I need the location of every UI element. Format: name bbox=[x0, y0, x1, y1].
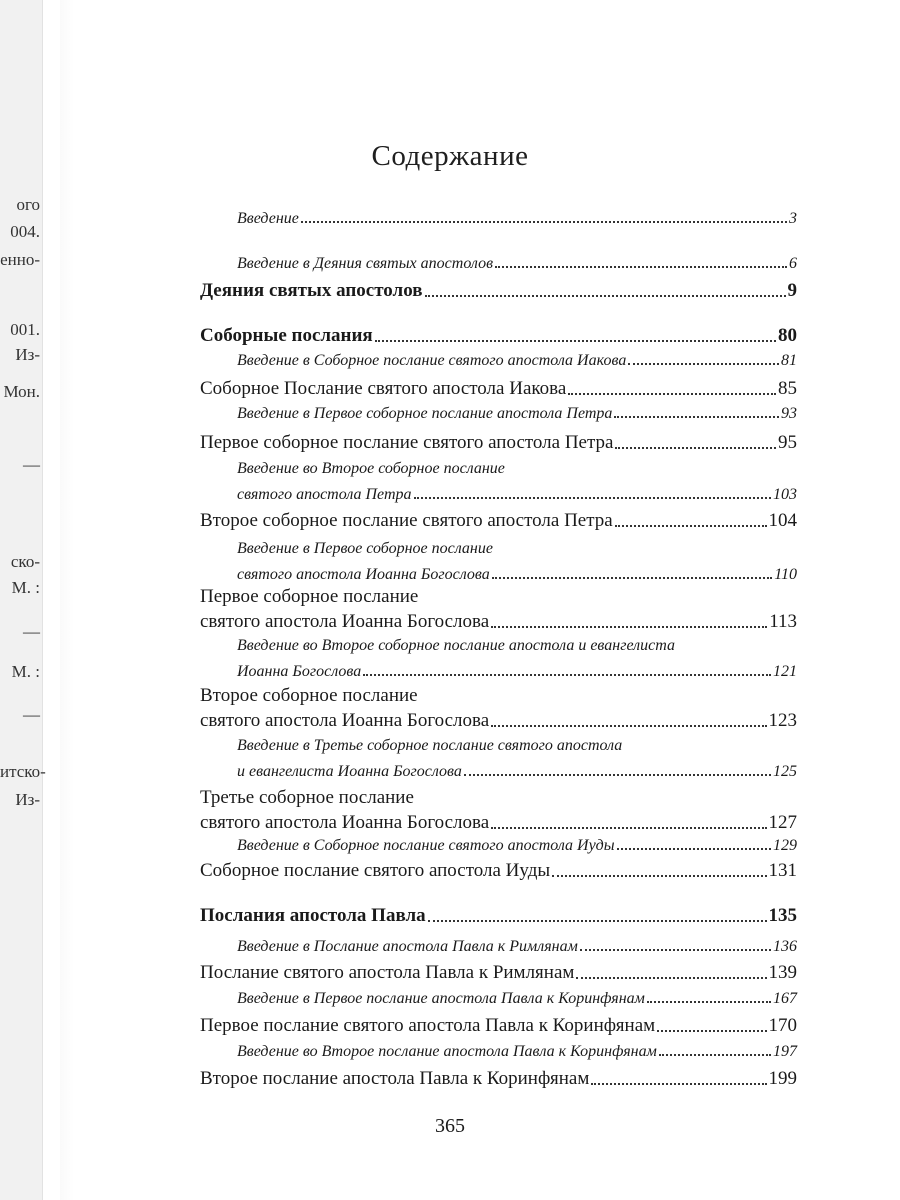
toc-entry-title: Введение в Первое послание апостола Павла к Коринфянам bbox=[237, 990, 645, 1007]
toc-page-number: 110 bbox=[774, 566, 797, 583]
facing-page-fragment: М. : bbox=[11, 662, 40, 681]
toc-page-number: 85 bbox=[778, 378, 797, 399]
toc-entry-title: Послание святого апостола Павла к Римлянам bbox=[200, 962, 575, 983]
dot-leader bbox=[425, 295, 786, 297]
facing-page-fragment: — bbox=[23, 705, 40, 724]
dot-leader bbox=[495, 266, 787, 268]
toc-entry-title: Введение во Второе соборное послание bbox=[237, 460, 505, 477]
facing-page-fragment: — bbox=[23, 622, 40, 641]
dot-leader bbox=[580, 949, 771, 951]
toc-entry-title: Первое послание святого апостола Павла к Коринфянам bbox=[200, 1015, 656, 1036]
facing-page-fragment: Из- bbox=[15, 345, 40, 364]
dot-leader bbox=[617, 848, 771, 850]
toc-page-number: 125 bbox=[773, 763, 797, 780]
toc-page-number: 139 bbox=[768, 962, 797, 983]
toc-entry-title: Первое соборное послание святого апостола Петра bbox=[200, 432, 614, 453]
toc-page-number: 167 bbox=[773, 990, 797, 1007]
facing-page-fragment: ого bbox=[16, 195, 40, 214]
dot-leader bbox=[552, 875, 766, 877]
toc-entry-title: Введение в Первое соборное послание bbox=[237, 540, 493, 557]
toc-entry-title: Введение в Третье соборное послание святого апостола bbox=[237, 737, 623, 754]
toc-entry-title: Введение в Первое соборное послание апостола Петра bbox=[237, 405, 613, 422]
page-title: Содержание bbox=[371, 140, 529, 172]
dot-leader bbox=[615, 525, 767, 527]
facing-page-fragment: 001. bbox=[10, 320, 40, 339]
facing-page-fragment: ско- bbox=[10, 552, 40, 571]
dot-leader bbox=[414, 497, 772, 499]
toc-page-number: 95 bbox=[778, 432, 797, 453]
toc-entry-title: Введение во Второе соборное послание апостола и евангелиста bbox=[237, 637, 675, 654]
toc-entry-title: Второе соборное послание святого апостола Петра bbox=[200, 510, 613, 531]
dot-leader bbox=[628, 363, 779, 365]
dot-leader bbox=[375, 340, 776, 342]
toc-entry-title: Деяния святых апостолов bbox=[200, 280, 423, 301]
toc-page-number: 199 bbox=[768, 1068, 797, 1089]
facing-page-fragment: — bbox=[23, 455, 40, 474]
toc-page-number: 135 bbox=[768, 905, 797, 926]
toc-page-number: 103 bbox=[773, 486, 797, 503]
dot-leader bbox=[363, 674, 771, 676]
toc-entry-title: Введение в Соборное послание святого апостола Иуды bbox=[237, 837, 615, 854]
toc-entry-title: Второе соборное послание bbox=[200, 685, 418, 706]
toc-entry-title: Соборные послания bbox=[200, 325, 373, 346]
toc-entry-title: Соборное Послание святого апостола Иакова bbox=[200, 378, 567, 399]
toc-entry-title: Третье соборное послание bbox=[200, 787, 414, 808]
toc-page-number: 3 bbox=[789, 210, 797, 227]
page-number: 365 bbox=[435, 1115, 465, 1137]
facing-page-fragment: Из- bbox=[15, 790, 40, 809]
toc-entry-title: святого апостола Петра bbox=[237, 486, 412, 503]
facing-page-fragment: Мон. bbox=[3, 382, 40, 401]
toc-entry-title: Первое соборное послание bbox=[200, 586, 419, 607]
facing-page-fragment: итско- bbox=[0, 762, 46, 781]
toc-entry-title: Введение в Послание апостола Павла к Римлянам bbox=[237, 938, 578, 955]
toc-entry-title: Послания апостола Павла bbox=[200, 905, 426, 926]
facing-page-fragment: М. : bbox=[11, 578, 40, 597]
toc-page-number: 136 bbox=[773, 938, 797, 955]
toc-entry-title: Второе послание апостола Павла к Коринфянам bbox=[200, 1068, 590, 1089]
toc-page-number: 129 bbox=[773, 837, 797, 854]
toc-entry-title: и евангелиста Иоанна Богослова bbox=[237, 763, 462, 780]
toc-entry-title: Введение во Второе послание апостола Павла к Коринфянам bbox=[237, 1043, 657, 1060]
toc-page-number: 104 bbox=[768, 510, 797, 531]
toc-entry-title: святого апостола Иоанна Богослова bbox=[200, 812, 490, 833]
toc-entry-title: Соборное послание святого апостола Иуды bbox=[200, 860, 551, 881]
dot-leader bbox=[492, 577, 772, 579]
dot-leader bbox=[491, 626, 767, 628]
toc-page-number: 81 bbox=[781, 352, 797, 369]
toc-entry-title: Иоанна Богослова bbox=[237, 663, 362, 680]
toc-entry-title: Введение в Соборное послание святого апостола Иакова bbox=[237, 352, 627, 369]
toc-page-number: 93 bbox=[781, 405, 797, 422]
dot-leader bbox=[491, 725, 766, 727]
dot-leader bbox=[301, 221, 787, 223]
toc-page-number: 170 bbox=[768, 1015, 797, 1036]
toc-entry-title: Введение bbox=[237, 210, 299, 227]
toc-entry-title: святого апостола Иоанна Богослова bbox=[200, 611, 490, 632]
dot-leader bbox=[428, 920, 767, 922]
facing-page-fragment: енно- bbox=[0, 250, 40, 269]
dot-leader bbox=[576, 977, 766, 979]
dot-leader bbox=[568, 393, 776, 395]
toc-page-number: 9 bbox=[787, 280, 797, 301]
toc-entry-title: святого апостола Иоанна Богослова bbox=[200, 710, 490, 731]
toc-page-number: 123 bbox=[768, 710, 797, 731]
toc-page-number: 127 bbox=[768, 812, 797, 833]
toc-page-number: 131 bbox=[768, 860, 797, 881]
toc-entry-title: святого апостола Иоанна Богослова bbox=[237, 566, 490, 583]
dot-leader bbox=[591, 1083, 766, 1085]
dot-leader bbox=[657, 1030, 766, 1032]
toc-entry-title: Введение в Деяния святых апостолов bbox=[237, 255, 494, 272]
toc-page-number: 121 bbox=[773, 663, 797, 680]
toc-page-number: 80 bbox=[778, 325, 797, 346]
toc-page-number: 113 bbox=[769, 611, 797, 632]
toc-page-number: 6 bbox=[789, 255, 797, 272]
facing-page-fragment: 004. bbox=[10, 222, 40, 241]
dot-leader bbox=[614, 416, 779, 418]
dot-leader bbox=[647, 1001, 771, 1003]
dot-leader bbox=[659, 1054, 771, 1056]
toc-page-number: 197 bbox=[773, 1043, 797, 1060]
dot-leader bbox=[491, 827, 766, 829]
dot-leader bbox=[464, 774, 771, 776]
dot-leader bbox=[615, 447, 776, 449]
